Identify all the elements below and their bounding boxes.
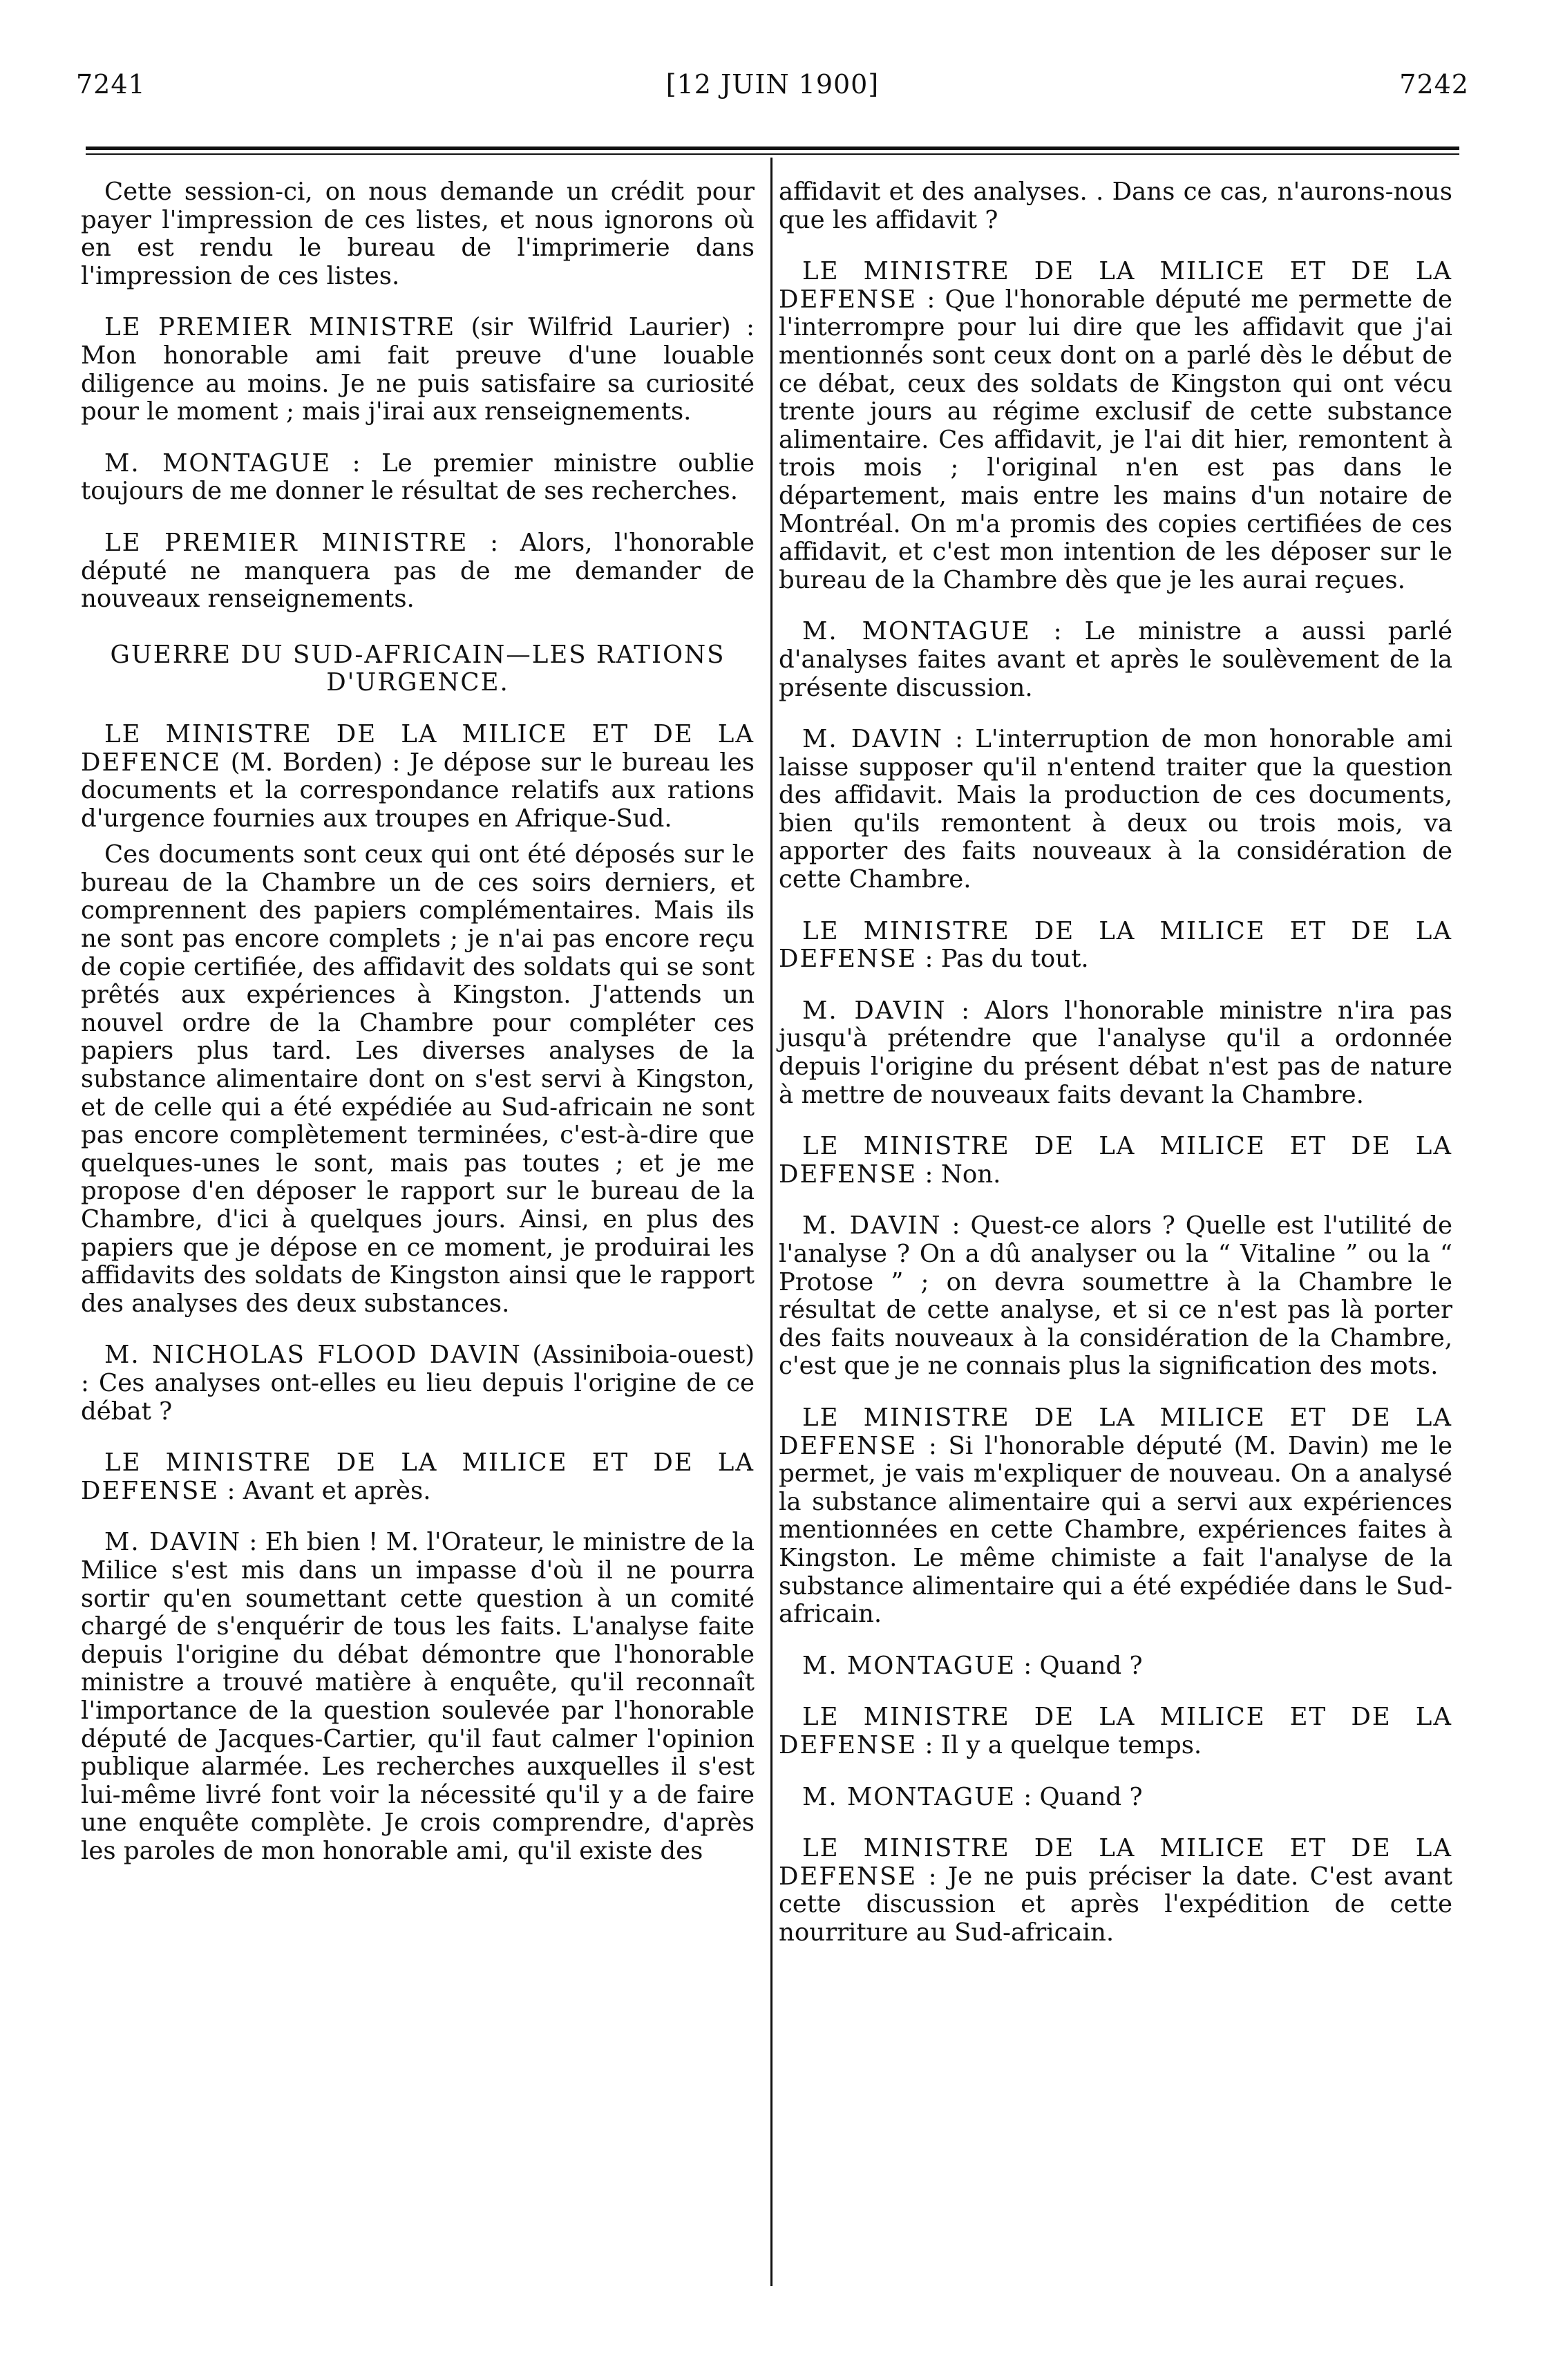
speaker-name: LE PREMIER MINISTRE bbox=[104, 313, 456, 342]
paragraph-text: : Non. bbox=[917, 1160, 1001, 1189]
paragraph bbox=[779, 1652, 1452, 1681]
paragraph bbox=[779, 1835, 1452, 1947]
paragraph-text: : Que l'honorable député me permette de l'interrompre pour lui dire que les affidavit que j'ai mentionnés sont ceux dont on a parlé dès le début de ce débat, ceux des soldats de Kingston qui ont vécu trente jours au régime exclusif de cette substance alimentaire. Ces affidavit, je l'ai dit hier, remontent à trois mois ; l'original n'en est pas dans le département, mais entre les mains d'un notaire de Montréal. On m'a promis des copies certifiées de ces affidavit, et c'est mon intention de les déposer sur le bureau de la Chambre dès que je les aurai reçues. bbox=[779, 285, 1452, 594]
paragraph bbox=[81, 721, 755, 833]
paragraph-text: : Eh bien ! M. l'Orateur, le ministre de la Milice s'est mis dans un impasse d'où il ne pourra sortir qu'en soumettant cette question à un comité chargé de s'enquérir de tous les faits. L'analyse faite depuis l'origine du débat démontre que l'honorable ministre a trouvé matière à enquête, qu'il reconnaît l'importance de la question soulevée par l'honorable député de Jacques-Cartier, qu'il faut calmer l'opinion publique alarmée. Les recherches auxquelles il s'est lui-même livré font voir la nécessité qu'il y a de faire une enquête complète. Je crois comprendre, d'après les paroles de mon honorable ami, qu'il existe des bbox=[81, 1528, 755, 1865]
paragraph-text: : L'interruption de mon honorable ami laisse supposer qu'il n'entend traiter que la question des affidavit. Mais la production de ces documents, bien qu'ils remontent à deux ou trois mois, va apporter des faits nouveaux à la considération de cette Chambre. bbox=[779, 725, 1452, 894]
paragraph bbox=[779, 997, 1452, 1109]
paragraph-text: : Quest-ce alors ? Quelle est l'utilité de l'analyse ? On a dû analyser ou la “ Vitaline ” ou la “ Protose ” ; on devra soumettre à la Chambre le résultat de cette analyse, et si ce n'est pas là porter des faits nouveaux à la considération de la Chambre, c'est que je ne connais plus la signification des mots. bbox=[779, 1211, 1452, 1381]
paragraph-text: : Alors, l'honorable député ne manquera pas de me demander de nouveaux renseignements. bbox=[81, 528, 755, 614]
paragraph bbox=[779, 1404, 1452, 1629]
speaker-name: LE MINISTRE DE LA MILICE ET DE LA DEFENSE bbox=[779, 1834, 1452, 1891]
paragraph-text: : Quand ? bbox=[1016, 1782, 1143, 1811]
speaker-name: M. MONTAGUE bbox=[802, 1651, 1016, 1680]
speaker-name: M. DAVIN bbox=[104, 1528, 242, 1557]
paragraph bbox=[779, 1784, 1452, 1812]
speaker-name: LE MINISTRE DE LA MILICE ET DE LA DEFENSE bbox=[779, 1132, 1452, 1189]
speaker-name: M. MONTAGUE bbox=[802, 617, 1031, 646]
paragraph bbox=[81, 178, 755, 290]
paragraph-text: : Le premier ministre oublie toujours de me donner le résultat de ses recherches. bbox=[81, 448, 755, 506]
paragraph bbox=[779, 726, 1452, 894]
speaker-name: M. MONTAGUE bbox=[104, 448, 332, 478]
speaker-name: LE MINISTRE DE LA MILICE ET DE LA DEFENSE bbox=[779, 257, 1452, 314]
paragraph-text: (sir Wilfrid Laurier) : Mon honorable ami fait preuve d'une louable diligence au moins. Je ne puis satisfaire sa curiosité pour le moment ; mais j'irai aux renseignements. bbox=[81, 313, 755, 426]
paragraph bbox=[81, 1449, 755, 1505]
paragraph-text: : Quand ? bbox=[1016, 1651, 1143, 1680]
left-page-number: 7241 bbox=[76, 69, 146, 100]
paragraph-text: : Il y a quelque temps. bbox=[917, 1730, 1202, 1759]
left-column bbox=[81, 178, 755, 1873]
speaker-name: LE PREMIER MINISTRE bbox=[104, 528, 468, 557]
paragraph bbox=[779, 1703, 1452, 1759]
paragraph bbox=[81, 314, 755, 426]
paragraph bbox=[81, 1341, 755, 1426]
header-date: [12 JUIN 1900] bbox=[665, 69, 880, 100]
paragraph-text: (M. Borden) : Je dépose sur le bureau les documents et la correspondance relatifs aux rations d'urgence fournies aux troupes en Afrique-Sud. bbox=[81, 748, 755, 833]
paragraph-text: affidavit et des analyses. . Dans ce cas, n'aurons-nous que les affidavit ? bbox=[779, 178, 1452, 234]
page-header bbox=[76, 69, 1469, 117]
paragraph bbox=[779, 618, 1452, 702]
speaker-name: M. NICHOLAS FLOOD DAVIN bbox=[104, 1341, 522, 1370]
paragraph-text: Cette session-ci, on nous demande un crédit pour payer l'impression de ces listes, et nous ignorons où en est rendu le bureau de l'imprimerie dans l'impression de ces listes. bbox=[81, 178, 755, 290]
paragraph-text: : Si l'honorable député (M. Davin) me le permet, je vais m'expliquer de nouveau. On a analysé la substance alimentaire qui a servi aux expériences mentionnées en cette Chambre, expériences faites à Kingston. Le même chimiste a fait l'analyse de la substance alimentaire qui a été expédiée dans le Sud-africain. bbox=[779, 1431, 1452, 1629]
paragraph bbox=[81, 841, 755, 1318]
paragraph bbox=[81, 450, 755, 506]
paragraph-text: Ces documents sont ceux qui ont été déposés sur le bureau de la Chambre un de ces soirs derniers, et comprennent des papiers complémentaires. Mais ils ne sont pas encore complets ; je n'ai pas encore reçu de copie certifiée, des affidavit des soldats qui se sont prêtés aux expériences à Kingston. J'attends un nouvel ordre de la Chambre pour compléter ces papiers plus tard. Les diverses analyses de la substance alimentaire dont on s'est servi à Kingston, et de celle qui a été expédiée au Sud-africain ne sont pas encore complètement terminées, c'est-à-dire que quelques-unes le sont, mais pas toutes ; et je me propose d'en déposer le rapport sur le bureau de la Chambre, d'ici à quelques jours. Ainsi, en plus des papiers que je dépose en ce moment, je produirai les affidavits des soldats de Kingston ainsi que le rapport des analyses des deux substances. bbox=[81, 840, 755, 1318]
paragraph bbox=[779, 178, 1452, 234]
paragraph bbox=[81, 529, 755, 614]
paragraph-text: : Avant et après. bbox=[219, 1476, 431, 1505]
speaker-name: LE MINISTRE DE LA MILICE ET DE LA DEFENSE bbox=[779, 1403, 1452, 1460]
right-column bbox=[779, 178, 1452, 1955]
paragraph bbox=[81, 1529, 755, 1865]
paragraph bbox=[779, 1212, 1452, 1381]
paragraph-text: : Je ne puis préciser la date. C'est avant cette discussion et après l'expédition de cette nourriture au Sud-africain. bbox=[779, 1862, 1452, 1947]
speaker-name: LE MINISTRE DE LA MILICE ET DE LA DEFENSE bbox=[779, 1703, 1452, 1759]
speaker-name: M. DAVIN bbox=[802, 1211, 942, 1240]
header-rule-thin bbox=[86, 153, 1459, 155]
right-page-number: 7242 bbox=[1399, 69, 1469, 100]
column-divider bbox=[770, 158, 772, 2286]
speaker-name: M. DAVIN bbox=[802, 725, 943, 754]
speaker-name: M. DAVIN bbox=[802, 996, 947, 1025]
speaker-name: LE MINISTRE DE LA MILICE ET DE LA DEFENSE bbox=[779, 916, 1452, 974]
header-rule-thick bbox=[86, 147, 1459, 150]
speaker-name: M. MONTAGUE bbox=[802, 1782, 1016, 1811]
paragraph-text: : Le ministre a aussi parlé d'analyses faites avant et après le soulèvement de la présente discussion. bbox=[779, 617, 1453, 702]
paragraph bbox=[779, 918, 1452, 974]
section-heading: GUERRE DU SUD-AFRICAIN—LES RATIONS D'URGENCE. bbox=[110, 640, 726, 697]
speaker-name: LE MINISTRE DE LA MILICE ET DE LA DEFENSE bbox=[81, 1448, 755, 1505]
paragraph-text: : Alors l'honorable ministre n'ira pas jusqu'à prétendre que l'analyse qu'il a ordonnée depuis l'origine du présent débat n'est pas de nature à mettre de nouveaux faits devant la Chambre. bbox=[779, 996, 1452, 1109]
paragraph-text: : Pas du tout. bbox=[917, 945, 1089, 974]
paragraph bbox=[779, 1133, 1452, 1189]
speaker-name: LE MINISTRE DE LA MILICE ET DE LA DEFENCE bbox=[81, 719, 755, 777]
paragraph-text: (Assiniboia-ouest) : Ces analyses ont-elles eu lieu depuis l'origine de ce débat ? bbox=[81, 1341, 755, 1426]
paragraph bbox=[779, 258, 1452, 594]
